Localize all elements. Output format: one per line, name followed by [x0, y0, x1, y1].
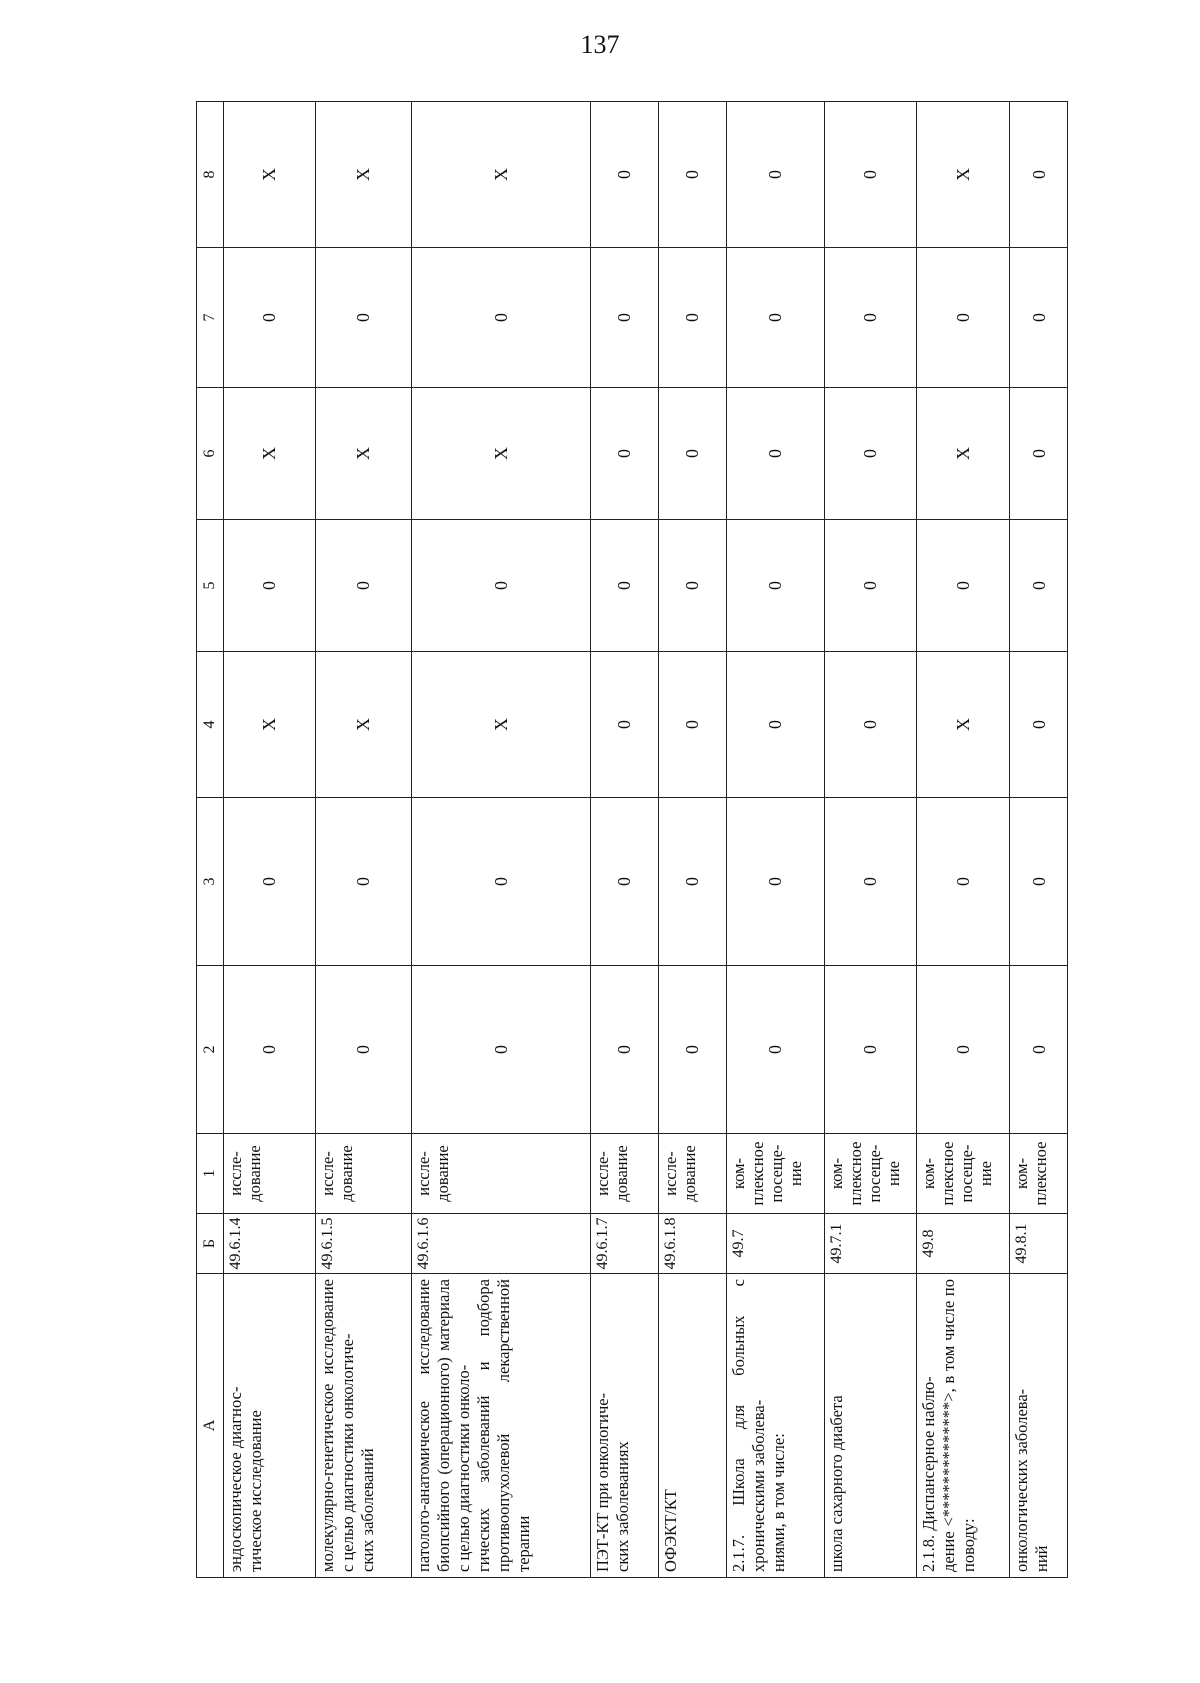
cell-col-7: 0 — [315, 248, 411, 388]
cell-col-6: X — [916, 388, 1010, 520]
cell-col-8: 0 — [824, 102, 916, 248]
cell-col-4: 0 — [1010, 652, 1068, 798]
col-header-8: 8 — [197, 102, 224, 248]
row-code: 49.6.1.4 — [224, 1214, 316, 1274]
cell-col-6: 0 — [590, 388, 658, 520]
cell-col-2: 0 — [916, 966, 1010, 1134]
cell-col-3: 0 — [411, 798, 590, 966]
cell-col-7: 0 — [411, 248, 590, 388]
cell-col-8: X — [916, 102, 1010, 248]
cell-col-3: 0 — [726, 798, 824, 966]
cell-col-5: 0 — [1010, 520, 1068, 652]
table-row — [224, 102, 316, 1578]
row-unit: иссле- дование — [411, 1134, 590, 1214]
cell-col-2: 0 — [224, 966, 316, 1134]
cell-col-7: 0 — [590, 248, 658, 388]
row-description: патолого-анатомическое исследование биопсийного (операционного) материала с целью диагностики онколо- гических заболеваний и подбора противоопухолевой лекарственной терапии — [411, 1274, 590, 1578]
cell-col-7: 0 — [916, 248, 1010, 388]
row-description: эндоскопическое диагнос- тическое исследование — [224, 1274, 316, 1578]
cell-col-5: 0 — [916, 520, 1010, 652]
row-unit: иссле- дование — [590, 1134, 658, 1214]
table-row — [824, 102, 916, 1578]
row-code: 49.8 — [916, 1214, 1010, 1274]
rotated-table-frame — [196, 102, 1068, 1578]
cell-col-6: X — [411, 388, 590, 520]
cell-col-3: 0 — [224, 798, 316, 966]
col-header-5: 5 — [197, 520, 224, 652]
cell-col-7: 0 — [224, 248, 316, 388]
cell-col-4: X — [916, 652, 1010, 798]
table-row — [658, 102, 726, 1578]
cell-col-5: 0 — [590, 520, 658, 652]
col-header-6: 6 — [197, 388, 224, 520]
cell-col-8: 0 — [658, 102, 726, 248]
col-header-1: 1 — [197, 1134, 224, 1214]
cell-col-7: 0 — [824, 248, 916, 388]
page-number: 137 — [580, 30, 620, 59]
cell-col-5: 0 — [411, 520, 590, 652]
cell-col-4: 0 — [824, 652, 916, 798]
cell-col-4: X — [411, 652, 590, 798]
col-header-b: Б — [197, 1214, 224, 1274]
cell-col-4: 0 — [590, 652, 658, 798]
cell-col-6: 0 — [1010, 388, 1068, 520]
cell-col-4: X — [224, 652, 316, 798]
table-row — [1010, 102, 1068, 1578]
cell-col-3: 0 — [916, 798, 1010, 966]
row-description: школа сахарного диабета — [824, 1274, 916, 1578]
row-code: 49.7 — [726, 1214, 824, 1274]
cell-col-5: 0 — [658, 520, 726, 652]
cell-col-8: 0 — [726, 102, 824, 248]
cell-col-7: 0 — [658, 248, 726, 388]
cell-col-2: 0 — [411, 966, 590, 1134]
row-description: молекулярно-генетическое исследование с целью диагностики онкологиче- ских заболеваний — [315, 1274, 411, 1578]
cell-col-5: 0 — [726, 520, 824, 652]
cell-col-8: X — [224, 102, 316, 248]
cell-col-3: 0 — [658, 798, 726, 966]
header-row — [197, 102, 224, 1578]
col-header-3: 3 — [197, 798, 224, 966]
cell-col-2: 0 — [658, 966, 726, 1134]
row-description: 2.1.8. Диспансерное наблю- дение <**************>, в том числе по поводу: — [916, 1274, 1010, 1578]
table-row — [726, 102, 824, 1578]
table-row — [411, 102, 590, 1578]
col-header-4: 4 — [197, 652, 224, 798]
row-unit: иссле- дование — [224, 1134, 316, 1214]
cell-col-2: 0 — [824, 966, 916, 1134]
cell-col-6: 0 — [726, 388, 824, 520]
row-code: 49.6.1.6 — [411, 1214, 590, 1274]
cell-col-5: 0 — [824, 520, 916, 652]
row-code: 49.6.1.8 — [658, 1214, 726, 1274]
table-row — [916, 102, 1010, 1578]
cell-col-7: 0 — [1010, 248, 1068, 388]
cell-col-2: 0 — [1010, 966, 1068, 1134]
row-unit: ком- плексное — [1010, 1134, 1068, 1214]
cell-col-7: 0 — [726, 248, 824, 388]
row-unit: ком- плексное посеще- ние — [916, 1134, 1010, 1214]
table-row — [315, 102, 411, 1578]
cell-col-6: X — [224, 388, 316, 520]
cell-col-3: 0 — [590, 798, 658, 966]
data-table — [196, 101, 1068, 1578]
row-unit: ком- плексное посеще- ние — [824, 1134, 916, 1214]
cell-col-3: 0 — [1010, 798, 1068, 966]
row-unit: ком- плексное посеще- ние — [726, 1134, 824, 1214]
cell-col-8: 0 — [1010, 102, 1068, 248]
row-description: ПЭТ-КТ при онкологиче- ских заболеваниях — [590, 1274, 658, 1578]
cell-col-6: 0 — [658, 388, 726, 520]
row-unit: иссле- дование — [658, 1134, 726, 1214]
cell-col-2: 0 — [590, 966, 658, 1134]
cell-col-5: 0 — [224, 520, 316, 652]
col-header-2: 2 — [197, 966, 224, 1134]
row-code: 49.7.1 — [824, 1214, 916, 1274]
row-code: 49.8.1 — [1010, 1214, 1068, 1274]
cell-col-3: 0 — [824, 798, 916, 966]
cell-col-5: 0 — [315, 520, 411, 652]
cell-col-4: 0 — [726, 652, 824, 798]
cell-col-6: X — [315, 388, 411, 520]
table-row — [590, 102, 658, 1578]
col-header-7: 7 — [197, 248, 224, 388]
row-description: онкологических заболева- ний — [1010, 1274, 1068, 1578]
row-code: 49.6.1.7 — [590, 1214, 658, 1274]
cell-col-4: X — [315, 652, 411, 798]
cell-col-4: 0 — [658, 652, 726, 798]
cell-col-3: 0 — [315, 798, 411, 966]
cell-col-8: X — [411, 102, 590, 248]
cell-col-2: 0 — [315, 966, 411, 1134]
row-description: 2.1.7. Школа для больных с хроническими заболева- ниями, в том числе: — [726, 1274, 824, 1578]
row-description: ОФЭКТ/КТ — [658, 1274, 726, 1578]
row-unit: иссле- дование — [315, 1134, 411, 1214]
cell-col-2: 0 — [726, 966, 824, 1134]
cell-col-6: 0 — [824, 388, 916, 520]
row-code: 49.6.1.5 — [315, 1214, 411, 1274]
col-header-a: А — [197, 1274, 224, 1578]
cell-col-8: X — [315, 102, 411, 248]
cell-col-8: 0 — [590, 102, 658, 248]
